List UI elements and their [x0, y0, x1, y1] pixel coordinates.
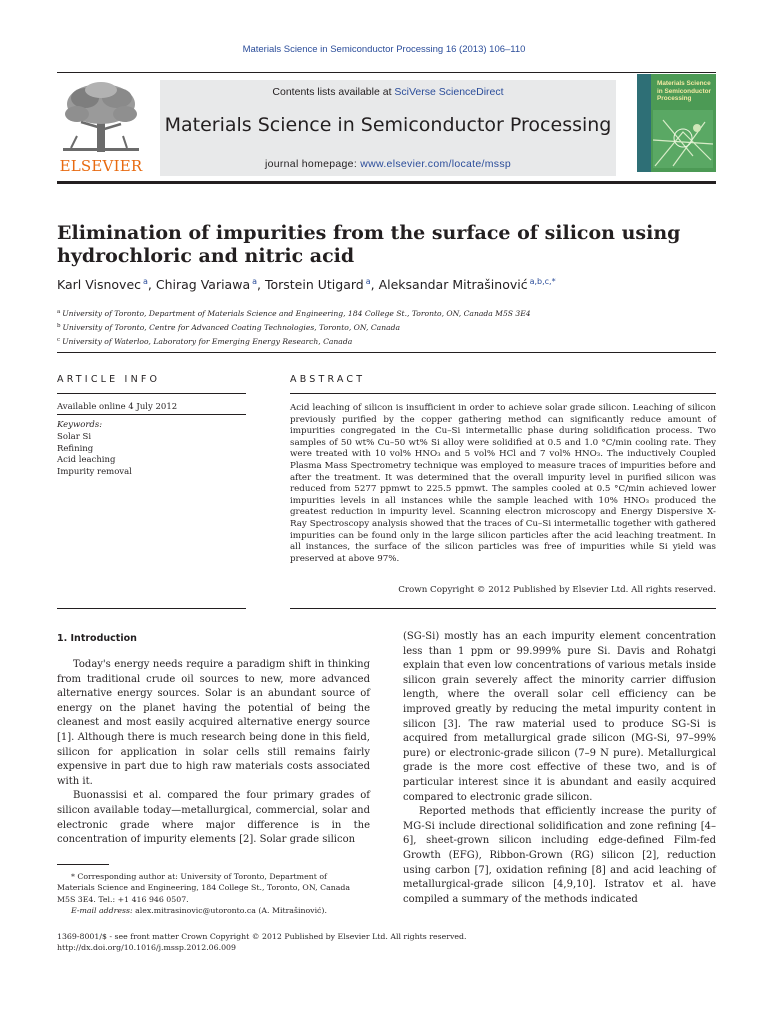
journal-title: Materials Science in Semiconductor Processing — [164, 114, 612, 136]
article-info-heading: ARTICLE INFO — [57, 374, 161, 385]
keywords-list — [57, 432, 132, 478]
elsevier-tree-icon — [57, 80, 145, 154]
author-name: Torstein Utigard — [264, 277, 364, 292]
author-name: Karl Visnovec — [57, 277, 142, 292]
cover-art-icon — [653, 110, 713, 168]
footnote-email-label: E-mail address: — [71, 906, 133, 916]
author-affiliation-mark[interactable]: a,b,c,* — [529, 277, 556, 286]
affiliation-mark: c — [57, 337, 61, 343]
keywords-label: Keywords: — [57, 420, 103, 430]
keyword-item: Solar Si — [57, 432, 92, 442]
body-column-right — [403, 630, 716, 907]
introduction-heading: 1. Introduction — [57, 633, 137, 644]
homepage-line — [160, 158, 616, 170]
article-info-rule-mid — [57, 414, 246, 415]
corresponding-author-footnote — [57, 871, 367, 917]
journal-cover[interactable] — [637, 74, 716, 172]
article-title: Elimination of impurities from the surface of silicon using hydrochloric and nitric acid — [57, 222, 681, 267]
author-name: Aleksandar Mitrašinović — [378, 277, 528, 292]
footnote-email-value[interactable]: alex.mitrasinovic@utoronto.ca (A. Mitrašinović). — [135, 906, 327, 916]
affiliation-text: University of Toronto, Department of Materials Science and Engineering, 184 College St., Toronto, ON, Canada M5S 3E4 — [62, 309, 531, 318]
author-list: Karl Visnovec $^a$, Chirag Variawa $^a$, Torstein Utigard $^a$, Aleksandar Mitrašinović $^{a,b,c,*}$ — [57, 277, 556, 292]
affiliations-divider — [57, 352, 716, 353]
affiliation-text: University of Toronto, Centre for Advanced Coating Technologies, Toronto, ON, Canada — [62, 323, 401, 332]
affiliation-list — [57, 306, 737, 348]
body-paragraph: Today's energy needs require a paradigm shift in thinking from traditional crude oil sources to new, more advanced alternative energy sources. Solar is an abundant source of energy on the planet having the potential of being the cleanest and most easily acquired alternative energy source [1]. Although there is much research being done in this field, silicon for application in solar cells still remains fairly expensive in part due to high raw materials costs associated with it. — [57, 659, 370, 787]
article-info-rule-top — [57, 393, 246, 394]
keyword-item: Impurity removal — [57, 466, 132, 477]
body-paragraph: Buonassisi et al. compared the four primary grades of silicon available today—metallurgical, commercial, solar and electronic grade where major difference is in the concentration of impurity elements [2]. Solar grade silicon — [57, 790, 370, 846]
abstract-rule-top — [290, 393, 716, 394]
author-name: Chirag Variawa — [155, 277, 251, 292]
header-rule-bottom — [57, 181, 716, 184]
footnote-rule — [57, 864, 109, 865]
author-affiliation-mark[interactable]: a — [143, 277, 148, 286]
header-rule-top — [57, 72, 716, 73]
contents-prefix: Contents lists available at — [272, 86, 392, 98]
body-column-left — [57, 658, 370, 848]
keyword-item: Acid leaching — [57, 455, 116, 465]
doi-link[interactable]: http://dx.doi.org/10.1016/j.mssp.2012.06.009 — [57, 943, 236, 953]
journal-header — [57, 72, 716, 184]
footnote-corresponding: * Corresponding author at: University of Toronto, Department of Materials Science and Engineering, 184 College St., Toronto, ON, Canada M5S 3E4. Tel.: +1 416 946 0507. — [57, 872, 351, 904]
affiliation-mark: b — [57, 323, 61, 329]
cover-strip — [637, 74, 651, 172]
issn-block — [57, 931, 717, 954]
article-info-panel — [57, 401, 246, 477]
abstract-text: Acid leaching of silicon is insufficient in order to achieve solar grade silicon. Leaching of silicon previously purified by the copper gathering method can significantly reduce amount of impurities congregated in the Cu–Si intermetallic phase during solidification process. Two samples of 50 wt% Cu–50 wt% Si alloy were solidified at 0.5 and 1.0 °C/min cooling rate. They were treated with 10 vol% HNO₃ and 5 vol% HCl and 7 vol% HNO₃. The inductively Coupled Plasma Mass Spectrometry technique was employed to measure traces of impurities before and after the treatment. It was determined that the overall impurity level in purified silicon was reduced from 5277 ppmwt to 225.5 ppmwt. The samples cooled at 0.5 °C/min achieved lower impurities levels in all instances while the sample leached with 10% HNO₃ produced the greatest reduction in impurity level. Scanning electron microscopy and Energy Dispersive X-Ray Spectroscopy analysis showed that the traces of Cu–Si intermetallic together with gathered impurities can be found only in the large silicon particles after the acid leaching treatment. In all instances, the surface of the silicon particles was free of impurities while Si yield was preserved at above 97%. — [290, 403, 716, 564]
affiliation-mark: a — [57, 309, 61, 315]
elsevier-wordmark: ELSEVIER — [59, 157, 143, 175]
citation-line[interactable]: Materials Science in Semiconductor Processing 16 (2013) 106–110 — [242, 44, 526, 55]
abstract-rule-bottom — [290, 608, 716, 609]
issn-text: 1369-8001/$ - see front matter Crown Copyright © 2012 Published by Elsevier Ltd. All rights reserved. — [57, 932, 467, 941]
available-online: Available online 4 July 2012 — [57, 402, 178, 412]
cover-title: Materials Science in Semiconductor Processing — [657, 80, 711, 102]
footnote-email-line — [57, 905, 367, 916]
affiliation-text: University of Waterloo, Laboratory for Emerging Energy Research, Canada — [62, 337, 353, 346]
body-paragraph: Reported methods that efficiently increase the purity of MG-Si include directional solidification and zone refining [4–6], sheet-grown silicon including edge-defined Film-fed Growth (EFG), Ribbon-Grown (RG) silicon [2], reduction using carbon [7], oxidation refining [8] and acid leaching of metallurgical-grade silicon [4,9,10]. Istratov et al. have compiled a summary of the methods indicated — [403, 806, 716, 905]
abstract-heading: ABSTRACT — [290, 374, 366, 385]
affiliation-item — [57, 320, 737, 334]
sciencedirect-link[interactable]: SciVerse ScienceDirect — [394, 86, 504, 98]
body-paragraph: (SG-Si) mostly has an each impurity element concentration less than 1 ppm or 99.999% pure Si. Davis and Rohatgi explain that even low concentrations of various metals inside silicon grain severely affect the minority carrier diffusion length, where the overall solar cell efficiency can be improved greatly by reducing the metal impurity content in silicon [3]. The raw material used to produce SG-Si is acquired from metallurgical grade silicon (MG-Si, 97–99% pure) or electronic-grade silicon (7–9 N pure). Metallurgical grade is the more cost effective of these two, and is of particular interest since it is abundant and easily acquired compared to electronic grade silicon. — [403, 631, 716, 803]
homepage-link[interactable]: www.elsevier.com/locate/mssp — [360, 158, 512, 170]
keyword-item: Refining — [57, 443, 94, 454]
author-affiliation-mark[interactable]: a — [365, 277, 371, 286]
affiliation-item — [57, 334, 737, 348]
article-info-rule-bottom — [57, 608, 246, 609]
abstract-copyright: Crown Copyright © 2012 Published by Elsevier Ltd. All rights reserved. — [398, 585, 716, 595]
masthead — [160, 80, 616, 176]
elsevier-logo[interactable] — [57, 80, 145, 176]
contents-line — [160, 86, 616, 98]
author-affiliation-mark[interactable]: a — [252, 277, 258, 286]
homepage-prefix: journal homepage: — [264, 158, 358, 170]
affiliation-item — [57, 306, 737, 320]
